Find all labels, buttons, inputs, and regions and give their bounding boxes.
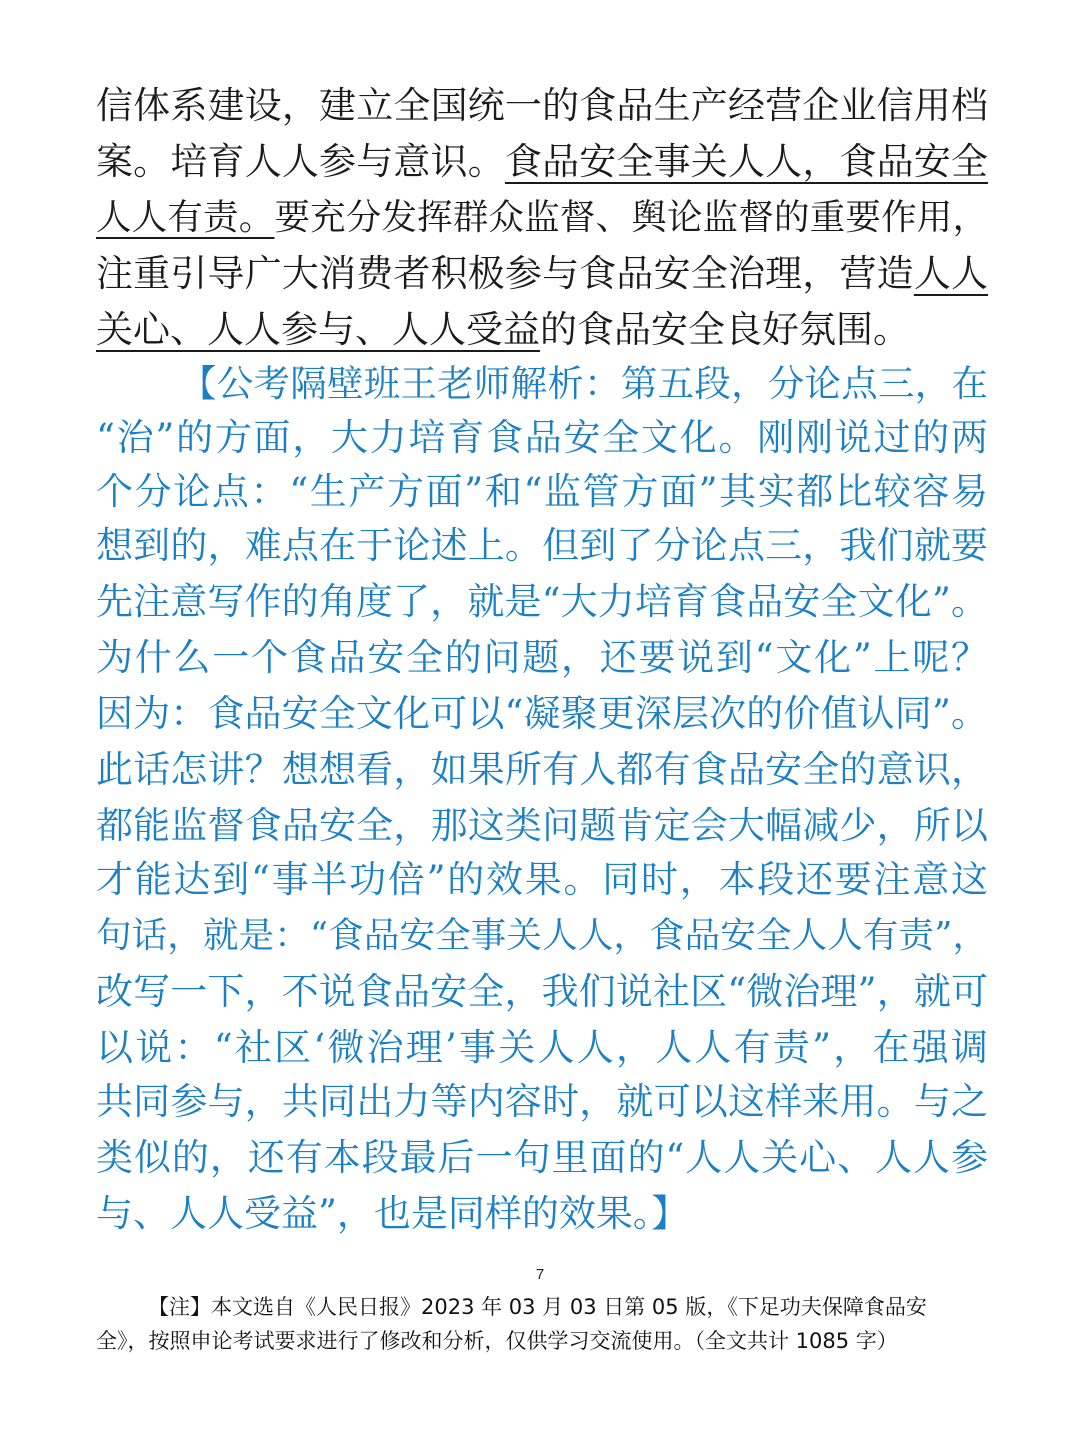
underlined-text: 食品安全事关人人，食品安全 [504,140,989,183]
analysis-line: 此话怎讲？想想看，如果所有人都有食品安全的意识， [96,748,988,791]
article-line-2 [96,134,988,190]
analysis-line: 都能监督食品安全，那这类问题肯定会大幅减少，所以 [96,804,988,847]
article-text: 案。培育人人参与意识。 [96,140,505,183]
underlined-text: 人人 [913,252,989,295]
article-text: 要充分发挥群众监督、舆论监督的重要作用， [274,197,988,238]
analysis-line: 先注意写作的角度了，就是“大力培育食品安全文化”。 [96,580,988,623]
underlined-text: 人人有责。 [96,197,275,238]
analysis-line: 为什么一个食品安全的问题，还要说到“文化”上呢？ [96,636,988,679]
article-text: 的食品安全良好氛围。 [540,308,910,351]
article-text: 信体系建设，建立全国统一的食品生产经营企业信用档 [96,84,988,127]
analysis-line: 类似的，还有本段最后一句里面的“人人关心、人人参 [96,1136,988,1179]
page-number: 7 [535,1266,545,1283]
analysis-line: 共同参与，共同出力等内容时，就可以这样来用。与之 [96,1080,988,1123]
analysis-line: “治”的方面，大力培育食品安全文化。刚刚说过的两 [96,416,988,459]
analysis-line: 以说：“社区‘微治理’事关人人，人人有责”，在强调 [96,1026,988,1069]
article-line-3 [96,190,988,246]
analysis-line: 才能达到“事半功倍”的效果。同时，本段还要注意这 [96,858,988,901]
article-line-4 [96,246,988,302]
footnote-line-1: 【注】本文选自《人民日报》2023 年 03 月 03 日第 05 版，《下足功夫保障食品安 [148,1295,927,1319]
footnote-line-2: 全》，按照申论考试要求进行了修改和分析，仅供学习交流使用。（全文共计 1085 字） [96,1329,898,1353]
analysis-line: 想到的，难点在于论述上。但到了分论点三，我们就要 [96,524,988,567]
analysis-line: 与、人人受益”，也是同样的效果。】 [96,1192,689,1235]
analysis-line: 改写一下，不说食品安全，我们说社区“微治理”，就可 [96,970,988,1013]
article-line-1 [96,78,988,134]
article-line-5 [96,302,988,358]
analysis-line: 句话，就是：“食品安全事关人人，食品安全人人有责”， [96,915,988,956]
analysis-line: 因为：食品安全文化可以“凝聚更深层次的价值认同”。 [96,692,988,735]
analysis-line: 个分论点：“生产方面”和“监管方面”其实都比较容易 [96,470,988,513]
analysis-line: 【公考隔壁班王老师解析：第五段，分论点三，在 [180,362,988,405]
underlined-text: 关心、人人参与、人人受益 [96,308,540,351]
article-text: 注重引导广大消费者积极参与食品安全治理，营造 [96,252,914,295]
